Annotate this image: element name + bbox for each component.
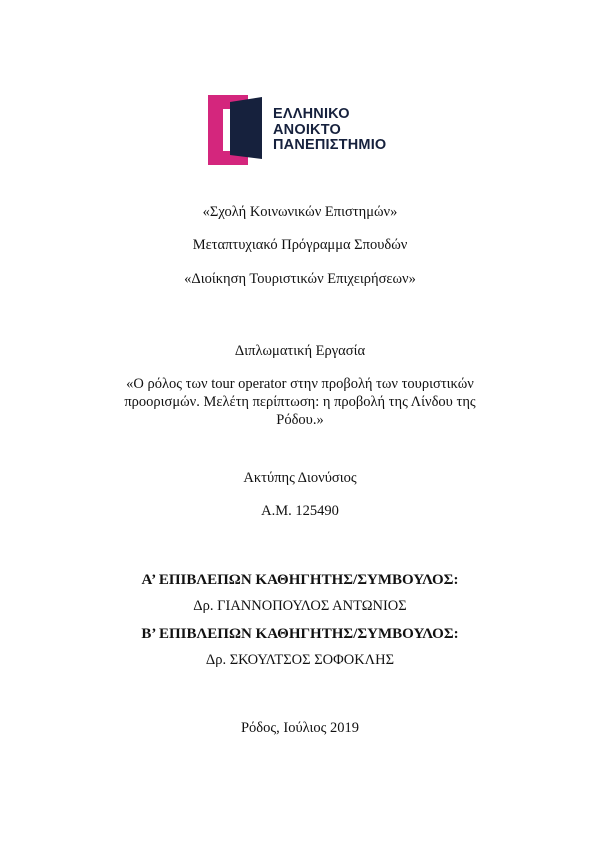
supervisor-b-heading: Β’ ΕΠΙΒΛΕΠΩΝ ΚΑΘΗΓΗΤΗΣ/ΣΥΜΒΟΥΛΟΣ: [141, 626, 459, 642]
university-logo [208, 93, 408, 167]
logo-line-3: ΠΑΝΕΠΙΣΤΗΜΙΟ [273, 137, 387, 153]
thesis-title-line-1: «Ο ρόλος των tour operator στην προβολή των τουριστικών [126, 376, 474, 392]
thesis-title-line-2: προορισμών. Μελέτη περίπτωση: η προβολή της Λίνδου της [124, 394, 476, 410]
student-id: Α.Μ. 125490 [261, 503, 339, 519]
place-date: Ρόδος, Ιούλιος 2019 [240, 720, 360, 736]
thesis-type: Διπλωματική Εργασία [234, 343, 366, 359]
university-emblem-icon [208, 93, 268, 167]
supervisor-b-name: Δρ. ΣΚΟΥΛΤΣΟΣ ΣΟΦΟΚΛΗΣ [205, 652, 395, 668]
program-name: «Διοίκηση Τουριστικών Επιχειρήσεων» [184, 271, 416, 287]
thesis-title-line-3: Ρόδου.» [276, 412, 324, 428]
supervisor-a-name: Δρ. ΓΙΑΝΝΟΠΟΥΛΟΣ ΑΝΤΩΝΙΟΣ [193, 598, 407, 614]
logo-line-1: ΕΛΛΗΝΙΚΟ [273, 106, 350, 122]
program-label: Μεταπτυχιακό Πρόγραμμα Σπουδών [192, 237, 408, 253]
school-name: «Σχολή Κοινωνικών Επιστημών» [202, 204, 398, 220]
logo-line-2: ΑΝΟΙΚΤΟ [273, 121, 341, 138]
supervisor-a-heading: Α’ ΕΠΙΒΛΕΠΩΝ ΚΑΘΗΓΗΤΗΣ/ΣΥΜΒΟΥΛΟΣ: [141, 572, 459, 588]
author-name: Ακτύπης Διονύσιος [243, 470, 357, 486]
logo-wordmark [273, 107, 386, 154]
